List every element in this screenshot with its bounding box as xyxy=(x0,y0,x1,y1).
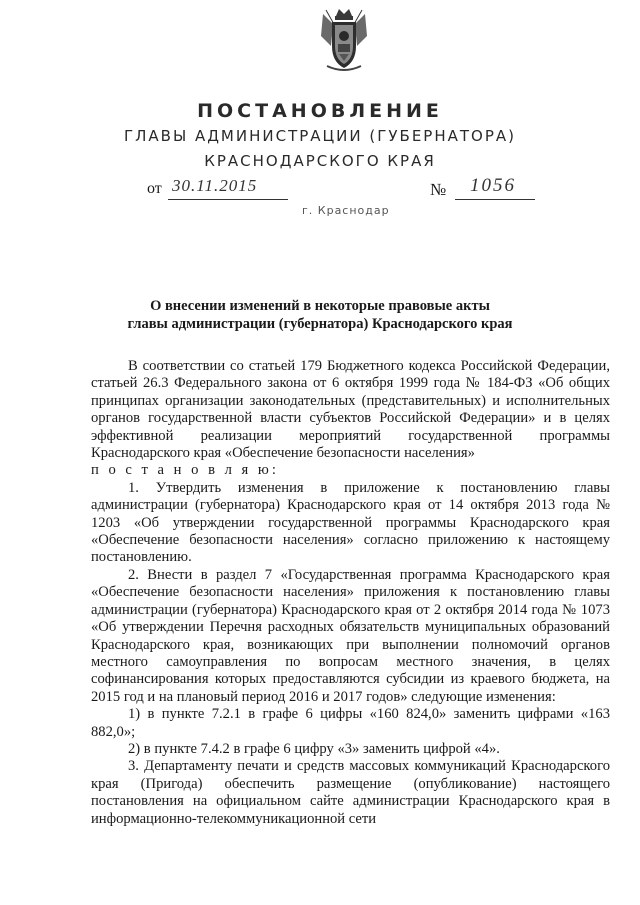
date-label: от xyxy=(147,180,162,197)
item-2-paragraph: 2. Внести в раздел 7 «Государственная программа Краснодарского края «Обеспечение безопасности населения» приложения к постановлению главы администрации (губернатора) Краснодарского края от 2 октября 2014 года № 1073 «Об утверждении Перечня расходных обязательств муниципальных образований Краснодарского края, возникающих при выполнении полномочий органов местного самоуправления по вопросам местного значения, в целях софинансирования которых предоставляются субсидии из краевого бюджета, на 2015 год и на плановый период 2016 и 2017 годов» следующие изменения: xyxy=(91,566,610,705)
region-heading: КРАСНОДАРСКОГО КРАЯ xyxy=(204,152,436,170)
issuer-heading: ГЛАВЫ АДМИНИСТРАЦИИ (ГУБЕРНАТОРА) xyxy=(123,127,517,145)
date-value: 30.11.2015 xyxy=(172,176,258,195)
item-2-1-paragraph: 1) в пункте 7.2.1 в графе 6 цифры «160 824,0» заменить цифрами «163 882,0»; xyxy=(91,706,610,740)
date-underline xyxy=(168,199,288,200)
item-2-2-paragraph: 2) в пункте 7.4.2 в графе 6 цифру «3» заменить цифрой «4». xyxy=(128,740,500,757)
preamble-paragraph: В соответствии со статьей 179 Бюджетного кодекса Российской Федерации, статьей 26.3 Федерального закона от 6 октября 1999 года № 184-ФЗ «Об общих принципах организации законодательных (представительных) и исполнительных органов государственной власти субъектов Российской Федерации» и в целях эффективной реализации мероприятий государственной программы Краснодарского края «Обеспечение безопасности населения» xyxy=(91,358,610,462)
item-1-paragraph: 1. Утвердить изменения в приложение к постановлению главы администрации (губернатора) Краснодарского края от 14 октября 2013 года № 1203 «Об утверждении государственной программы Краснодарского края «Обеспечение безопасности населения» согласно приложению к настоящему постановлению. xyxy=(91,479,610,566)
city-label: г. Краснодар xyxy=(302,204,390,217)
number-underline xyxy=(455,199,535,200)
item-3-paragraph: 3. Департаменту печати и средств массовых коммуникаций Краснодарского края (Пригода) обеспечить размещение (опубликование) настоящего постановления на официальном сайте администрации Краснодарского края в информационно-телекоммуникационной сети xyxy=(91,758,610,827)
number-value: 1056 xyxy=(470,175,516,196)
document-title-line-2: главы администрации (губернатора) Краснодарского края xyxy=(127,316,513,332)
document-body xyxy=(91,358,610,828)
decree-word: п о с т а н о в л я ю: xyxy=(91,462,279,479)
document-title-line-1: О внесении изменений в некоторые правовые акты xyxy=(150,298,490,314)
document-type-heading: ПОСТАНОВЛЕНИЕ xyxy=(197,100,443,122)
krasnodar-coat-of-arms-icon xyxy=(319,6,369,74)
number-label: № xyxy=(430,180,447,199)
